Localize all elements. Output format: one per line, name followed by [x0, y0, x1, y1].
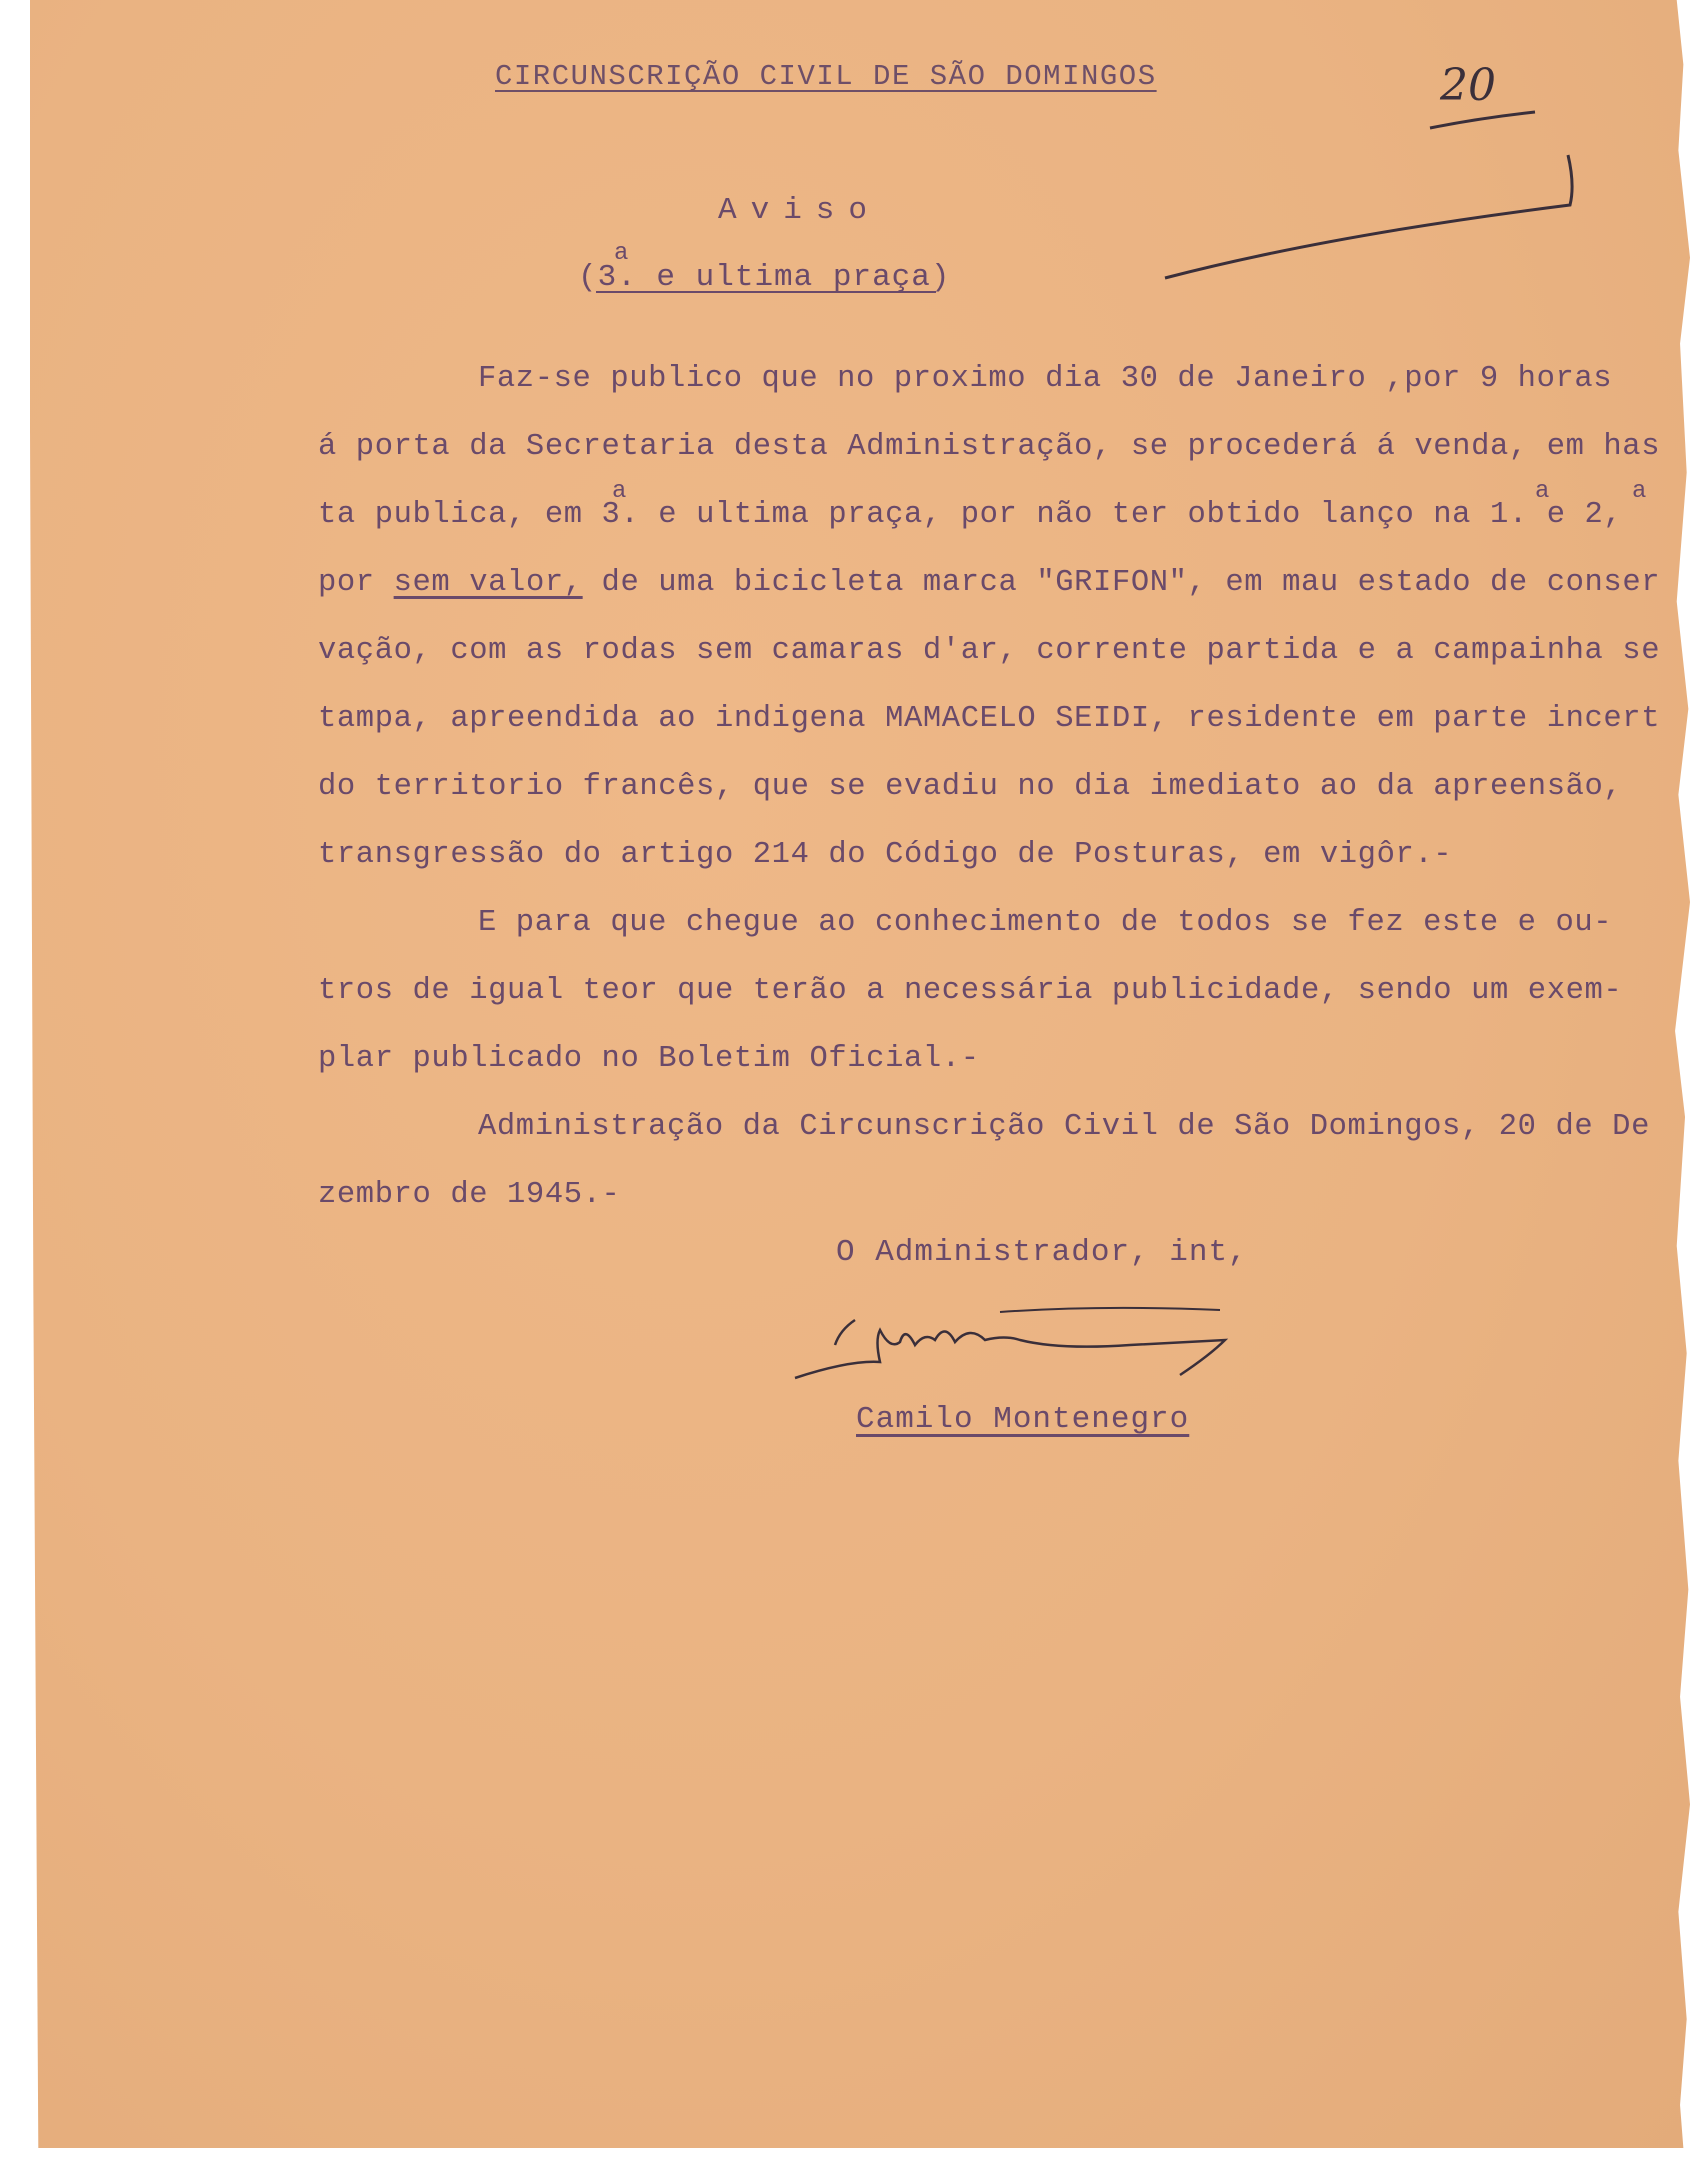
body-line-12: Administração da Circunscrição Civil de São Domingos, 20 de De — [478, 1110, 1650, 1144]
body-line-2: á porta da Secretaria desta Administração, se procederá á venda, em has — [318, 430, 1661, 464]
body-line-6: tampa, apreendida ao indigena MAMACELO SEIDI, residente em parte incert — [318, 702, 1661, 736]
body-line-8: transgressão do artigo 214 do Código de Posturas, em vigôr.- — [318, 838, 1453, 872]
body-line-11: plar publicado no Boletim Oficial.- — [318, 1042, 980, 1076]
ordinal-third: 3. — [597, 260, 637, 295]
document-subtitle: (3. e ultima praça) — [578, 260, 951, 295]
folio-underline-stroke — [1430, 112, 1535, 128]
sem-valor-underlined: sem valor, — [393, 566, 583, 600]
folio-number: 20 — [1440, 60, 1496, 111]
superscript-a-3: a — [1632, 478, 1647, 505]
superscript-a-2: a — [1535, 478, 1550, 505]
body-line-3: ta publica, em 3. e ultima praça, por não ter obtido lanço na 1. e 2, — [318, 498, 1623, 532]
body-line-10: tros de igual teor que terão a necessária publicidade, sendo um exem- — [318, 974, 1623, 1008]
body-line-1: Faz-se publico que no proximo dia 30 de Janeiro ,por 9 horas — [478, 362, 1613, 396]
superscript-a-1: a — [612, 478, 627, 505]
body-line-9: E para que chegue ao conhecimento de todos se fez este e ou- — [478, 906, 1613, 940]
ordinal-superscript: a — [614, 240, 629, 267]
document-heading: CIRCUNSCRIÇÃO CIVIL DE SÃO DOMINGOS — [495, 60, 1157, 93]
signature-scrawl — [795, 1330, 1225, 1378]
body-line-13: zembro de 1945.- — [318, 1178, 621, 1212]
margin-diagonal-stroke — [1165, 155, 1572, 278]
document-title: Aviso — [718, 193, 882, 228]
signatory-role: O Administrador, int, — [836, 1235, 1248, 1270]
body-line-7: do territorio francês, que se evadiu no dia imediato ao da apreensão, — [318, 770, 1623, 804]
body-line-5: vação, com as rodas sem camaras d'ar, corrente partida e a campainha se — [318, 634, 1661, 668]
signatory-name: Camilo Montenegro — [856, 1402, 1190, 1437]
body-line-4: por sem valor, de uma bicicleta marca "GRIFON", em mau estado de conser — [318, 566, 1661, 600]
